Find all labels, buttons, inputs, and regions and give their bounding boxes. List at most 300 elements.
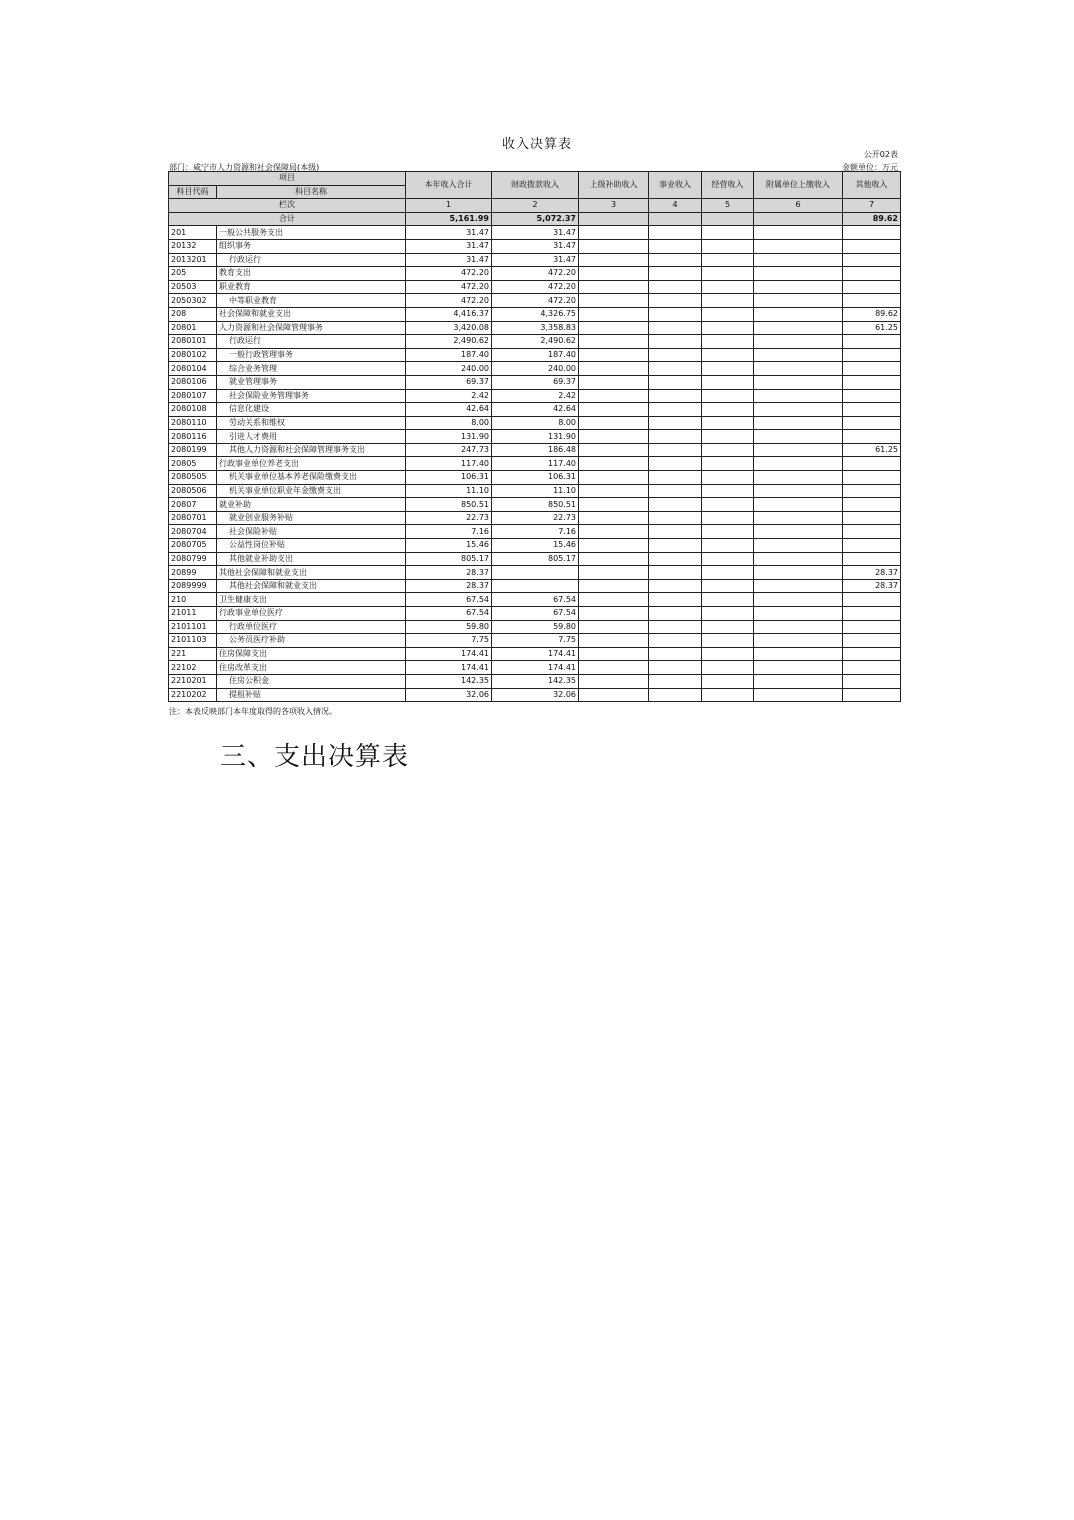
row-name: 机关事业单位基本养老保险缴费支出 (217, 471, 406, 485)
row-col-7 (843, 552, 901, 566)
row-col-1: 31.47 (406, 226, 492, 240)
row-col-7: 61.25 (843, 321, 901, 335)
row-col-5 (702, 307, 754, 321)
row-name: 劳动关系和维权 (217, 416, 406, 430)
row-name: 其他社会保障和就业支出 (217, 566, 406, 580)
row-col-4 (649, 661, 702, 675)
row-col-4 (649, 443, 702, 457)
row-col-7 (843, 674, 901, 688)
table-row (169, 335, 901, 349)
row-col-6 (754, 498, 843, 512)
table-row (169, 511, 901, 525)
row-col-2: 11.10 (492, 484, 579, 498)
row-col-6 (754, 539, 843, 553)
row-col-5 (702, 552, 754, 566)
row-col-2 (492, 579, 579, 593)
row-code: 205 (169, 267, 217, 281)
row-col-3 (579, 267, 649, 281)
row-col-1: 4,416.37 (406, 307, 492, 321)
row-col-5 (702, 457, 754, 471)
table-row (169, 389, 901, 403)
table-row (169, 416, 901, 430)
row-col-3 (579, 634, 649, 648)
row-col-2: 4,326.75 (492, 307, 579, 321)
row-code: 20801 (169, 321, 217, 335)
row-col-1: 472.20 (406, 280, 492, 294)
row-col-6 (754, 457, 843, 471)
row-col-5 (702, 525, 754, 539)
row-col-7 (843, 239, 901, 253)
row-col-5 (702, 389, 754, 403)
row-col-2: 7.75 (492, 634, 579, 648)
row-col-5 (702, 321, 754, 335)
row-code: 2080101 (169, 335, 217, 349)
row-col-7 (843, 607, 901, 621)
row-col-7 (843, 688, 901, 702)
table-row (169, 457, 901, 471)
header-col-4: 事业收入 (649, 172, 702, 199)
table-row (169, 430, 901, 444)
row-col-5 (702, 566, 754, 580)
row-col-2: 59.80 (492, 620, 579, 634)
row-name: 卫生健康支出 (217, 593, 406, 607)
row-col-1: 28.37 (406, 566, 492, 580)
row-col-2 (492, 566, 579, 580)
row-code: 208 (169, 307, 217, 321)
table-row (169, 471, 901, 485)
row-col-4 (649, 389, 702, 403)
row-col-3 (579, 471, 649, 485)
row-col-3 (579, 239, 649, 253)
row-col-2: 15.46 (492, 539, 579, 553)
row-col-6 (754, 280, 843, 294)
row-code: 2080704 (169, 525, 217, 539)
row-col-1: 187.40 (406, 348, 492, 362)
row-col-5 (702, 661, 754, 675)
row-col-1: 11.10 (406, 484, 492, 498)
row-col-5 (702, 294, 754, 308)
table-row (169, 307, 901, 321)
row-col-1: 805.17 (406, 552, 492, 566)
row-col-5 (702, 375, 754, 389)
row-col-3 (579, 484, 649, 498)
row-col-3 (579, 307, 649, 321)
row-col-3 (579, 688, 649, 702)
row-col-2: 174.41 (492, 647, 579, 661)
col-num-1: 1 (406, 199, 492, 213)
row-col-7 (843, 403, 901, 417)
row-code: 20807 (169, 498, 217, 512)
row-code: 20899 (169, 566, 217, 580)
row-col-4 (649, 674, 702, 688)
table-row (169, 267, 901, 281)
row-col-4 (649, 348, 702, 362)
amount-unit: 金额单位：万元 (842, 163, 898, 172)
row-col-3 (579, 253, 649, 267)
row-col-2: 2,490.62 (492, 335, 579, 349)
row-col-3 (579, 294, 649, 308)
row-col-2: 7.16 (492, 525, 579, 539)
row-name: 引进人才费用 (217, 430, 406, 444)
total-col-1: 5,161.99 (406, 212, 492, 226)
col-num-4: 4 (649, 199, 702, 213)
row-code: 2013201 (169, 253, 217, 267)
row-col-2: 142.35 (492, 674, 579, 688)
row-col-5 (702, 280, 754, 294)
row-col-4 (649, 525, 702, 539)
row-name: 组织事务 (217, 239, 406, 253)
row-code: 2080705 (169, 539, 217, 553)
header-name: 科目名称 (217, 185, 406, 199)
row-col-3 (579, 539, 649, 553)
row-code: 2210201 (169, 674, 217, 688)
table-note: 注：本表反映部门本年度取得的各项收入情况。 (169, 707, 337, 716)
table-row (169, 253, 901, 267)
table-row (169, 647, 901, 661)
row-col-2: 31.47 (492, 253, 579, 267)
row-col-4 (649, 566, 702, 580)
table-row (169, 294, 901, 308)
row-col-7 (843, 620, 901, 634)
row-col-6 (754, 416, 843, 430)
row-name: 中等职业教育 (217, 294, 406, 308)
row-code: 2080108 (169, 403, 217, 417)
row-col-2: 186.48 (492, 443, 579, 457)
row-col-7 (843, 348, 901, 362)
row-col-7 (843, 335, 901, 349)
row-col-2: 32.06 (492, 688, 579, 702)
row-col-6 (754, 579, 843, 593)
row-col-2: 472.20 (492, 294, 579, 308)
row-col-7 (843, 294, 901, 308)
row-col-5 (702, 430, 754, 444)
row-name: 其他社会保障和就业支出 (217, 579, 406, 593)
row-code: 221 (169, 647, 217, 661)
row-col-6 (754, 647, 843, 661)
row-name: 提租补贴 (217, 688, 406, 702)
row-name: 住房保障支出 (217, 647, 406, 661)
row-col-6 (754, 620, 843, 634)
table-row (169, 348, 901, 362)
row-col-5 (702, 335, 754, 349)
row-code: 2080701 (169, 511, 217, 525)
row-code: 201 (169, 226, 217, 240)
row-col-4 (649, 579, 702, 593)
row-col-7 (843, 498, 901, 512)
row-col-3 (579, 661, 649, 675)
row-col-5 (702, 688, 754, 702)
row-col-3 (579, 335, 649, 349)
row-col-3 (579, 430, 649, 444)
row-col-1: 15.46 (406, 539, 492, 553)
row-name: 一般公共服务支出 (217, 226, 406, 240)
row-col-7: 61.25 (843, 443, 901, 457)
header-col-1: 本年收入合计 (406, 172, 492, 199)
row-col-4 (649, 226, 702, 240)
row-code: 20805 (169, 457, 217, 471)
row-col-1: 31.47 (406, 239, 492, 253)
row-col-6 (754, 607, 843, 621)
header-code: 科目代码 (169, 185, 217, 199)
row-name: 其他人力资源和社会保障管理事务支出 (217, 443, 406, 457)
row-code: 2080110 (169, 416, 217, 430)
row-col-7 (843, 375, 901, 389)
row-col-6 (754, 552, 843, 566)
row-col-4 (649, 253, 702, 267)
row-col-7 (843, 661, 901, 675)
row-col-2: 472.20 (492, 280, 579, 294)
row-col-7 (843, 226, 901, 240)
row-col-6 (754, 443, 843, 457)
row-col-1: 2,490.62 (406, 335, 492, 349)
row-col-1: 7.16 (406, 525, 492, 539)
row-col-5 (702, 226, 754, 240)
row-col-6 (754, 226, 843, 240)
row-col-1: 472.20 (406, 267, 492, 281)
header-row-num: 栏次 (169, 199, 406, 213)
row-col-6 (754, 253, 843, 267)
row-code: 2210202 (169, 688, 217, 702)
total-col-3 (579, 212, 649, 226)
row-col-3 (579, 498, 649, 512)
row-col-3 (579, 579, 649, 593)
row-col-4 (649, 484, 702, 498)
row-col-6 (754, 267, 843, 281)
table-row (169, 661, 901, 675)
row-col-7 (843, 362, 901, 376)
table-row (169, 226, 901, 240)
row-col-1: 117.40 (406, 457, 492, 471)
table-row (169, 280, 901, 294)
col-num-7: 7 (843, 199, 901, 213)
row-col-5 (702, 498, 754, 512)
col-num-3: 3 (579, 199, 649, 213)
row-name: 行政运行 (217, 335, 406, 349)
row-col-2: 42.64 (492, 403, 579, 417)
row-col-7 (843, 647, 901, 661)
row-col-5 (702, 620, 754, 634)
row-col-2: 131.90 (492, 430, 579, 444)
row-col-2: 106.31 (492, 471, 579, 485)
row-col-5 (702, 416, 754, 430)
row-col-1: 142.35 (406, 674, 492, 688)
row-col-2: 805.17 (492, 552, 579, 566)
header-project: 项目 (169, 172, 406, 186)
row-col-7 (843, 267, 901, 281)
row-col-2: 69.37 (492, 375, 579, 389)
row-col-5 (702, 674, 754, 688)
row-col-1: 8.00 (406, 416, 492, 430)
row-col-1: 106.31 (406, 471, 492, 485)
col-num-5: 5 (702, 199, 754, 213)
row-col-4 (649, 593, 702, 607)
row-col-3 (579, 348, 649, 362)
row-col-4 (649, 552, 702, 566)
row-code: 2089999 (169, 579, 217, 593)
row-col-2: 117.40 (492, 457, 579, 471)
row-col-5 (702, 579, 754, 593)
row-code: 22102 (169, 661, 217, 675)
table-row (169, 443, 901, 457)
row-code: 2080102 (169, 348, 217, 362)
row-col-3 (579, 226, 649, 240)
table-row (169, 688, 901, 702)
row-col-1: 28.37 (406, 579, 492, 593)
row-col-5 (702, 239, 754, 253)
table-row (169, 620, 901, 634)
row-col-3 (579, 674, 649, 688)
row-name: 就业创业服务补贴 (217, 511, 406, 525)
row-col-7 (843, 416, 901, 430)
row-code: 2080106 (169, 375, 217, 389)
row-col-3 (579, 566, 649, 580)
row-col-1: 67.54 (406, 593, 492, 607)
row-col-3 (579, 416, 649, 430)
row-col-1: 67.54 (406, 607, 492, 621)
row-col-2: 850.51 (492, 498, 579, 512)
report-title: 收入决算表 (501, 137, 572, 152)
row-name: 行政单位医疗 (217, 620, 406, 634)
row-col-1: 2.42 (406, 389, 492, 403)
row-col-4 (649, 267, 702, 281)
total-label: 合计 (169, 212, 406, 226)
row-col-6 (754, 471, 843, 485)
total-col-2: 5,072.37 (492, 212, 579, 226)
table-row (169, 566, 901, 580)
row-col-3 (579, 620, 649, 634)
row-col-4 (649, 688, 702, 702)
row-col-2: 31.47 (492, 226, 579, 240)
row-name: 信息化建设 (217, 403, 406, 417)
header-col-7: 其他收入 (843, 172, 901, 199)
row-col-6 (754, 321, 843, 335)
total-col-6 (754, 212, 843, 226)
row-col-4 (649, 403, 702, 417)
row-col-7 (843, 389, 901, 403)
row-col-3 (579, 647, 649, 661)
table-row (169, 321, 901, 335)
table-row (169, 362, 901, 376)
row-col-1: 69.37 (406, 375, 492, 389)
row-col-2: 187.40 (492, 348, 579, 362)
row-col-6 (754, 674, 843, 688)
row-col-2: 174.41 (492, 661, 579, 675)
row-col-7 (843, 430, 901, 444)
row-col-1: 131.90 (406, 430, 492, 444)
row-col-3 (579, 593, 649, 607)
row-col-4 (649, 239, 702, 253)
header-col-6: 附属单位上缴收入 (754, 172, 843, 199)
row-col-5 (702, 471, 754, 485)
row-col-4 (649, 280, 702, 294)
col-num-2: 2 (492, 199, 579, 213)
total-row (169, 212, 901, 226)
row-col-1: 472.20 (406, 294, 492, 308)
row-col-6 (754, 389, 843, 403)
row-code: 2080116 (169, 430, 217, 444)
table-row (169, 239, 901, 253)
table-row (169, 607, 901, 621)
row-col-1: 174.41 (406, 661, 492, 675)
row-col-7 (843, 280, 901, 294)
header-col-2: 财政拨款收入 (492, 172, 579, 199)
row-col-4 (649, 539, 702, 553)
row-col-5 (702, 403, 754, 417)
row-col-6 (754, 430, 843, 444)
header-col-3: 上级补助收入 (579, 172, 649, 199)
row-name: 其他就业补助支出 (217, 552, 406, 566)
row-name: 社会保障和就业支出 (217, 307, 406, 321)
row-col-7 (843, 253, 901, 267)
row-code: 20132 (169, 239, 217, 253)
row-name: 机关事业单位职业年金缴费支出 (217, 484, 406, 498)
row-col-1: 3,420.08 (406, 321, 492, 335)
row-name: 一般行政管理事务 (217, 348, 406, 362)
row-col-6 (754, 688, 843, 702)
row-code: 2080104 (169, 362, 217, 376)
row-code: 2080799 (169, 552, 217, 566)
row-code: 210 (169, 593, 217, 607)
row-col-4 (649, 375, 702, 389)
row-name: 社会保险补贴 (217, 525, 406, 539)
row-name: 人力资源和社会保障管理事务 (217, 321, 406, 335)
row-col-3 (579, 389, 649, 403)
row-col-1: 7.75 (406, 634, 492, 648)
row-col-5 (702, 362, 754, 376)
form-number: 公开02表 (863, 150, 898, 159)
row-col-5 (702, 443, 754, 457)
row-col-7 (843, 484, 901, 498)
row-col-3 (579, 511, 649, 525)
total-col-5 (702, 212, 754, 226)
row-col-6 (754, 661, 843, 675)
row-col-5 (702, 267, 754, 281)
row-name: 就业管理事务 (217, 375, 406, 389)
row-name: 综合业务管理 (217, 362, 406, 376)
row-col-2: 67.54 (492, 607, 579, 621)
col-num-6: 6 (754, 199, 843, 213)
row-col-7 (843, 457, 901, 471)
row-col-4 (649, 511, 702, 525)
row-col-3 (579, 321, 649, 335)
row-col-3 (579, 525, 649, 539)
row-col-4 (649, 634, 702, 648)
row-col-4 (649, 335, 702, 349)
row-col-3 (579, 375, 649, 389)
table-row (169, 593, 901, 607)
row-col-2: 67.54 (492, 593, 579, 607)
row-col-7 (843, 593, 901, 607)
table-row (169, 403, 901, 417)
row-code: 2101101 (169, 620, 217, 634)
row-col-5 (702, 539, 754, 553)
row-col-1: 247.73 (406, 443, 492, 457)
row-col-4 (649, 362, 702, 376)
table-row (169, 539, 901, 553)
row-name: 社会保险业务管理事务 (217, 389, 406, 403)
row-col-6 (754, 335, 843, 349)
row-col-2: 2.42 (492, 389, 579, 403)
row-col-3 (579, 280, 649, 294)
row-code: 21011 (169, 607, 217, 621)
row-col-4 (649, 457, 702, 471)
row-name: 住房改革支出 (217, 661, 406, 675)
row-name: 行政事业单位医疗 (217, 607, 406, 621)
row-col-6 (754, 511, 843, 525)
row-col-2: 472.20 (492, 267, 579, 281)
department-label: 部门：咸宁市人力资源和社会保障局(本级) (169, 163, 320, 172)
row-col-4 (649, 430, 702, 444)
